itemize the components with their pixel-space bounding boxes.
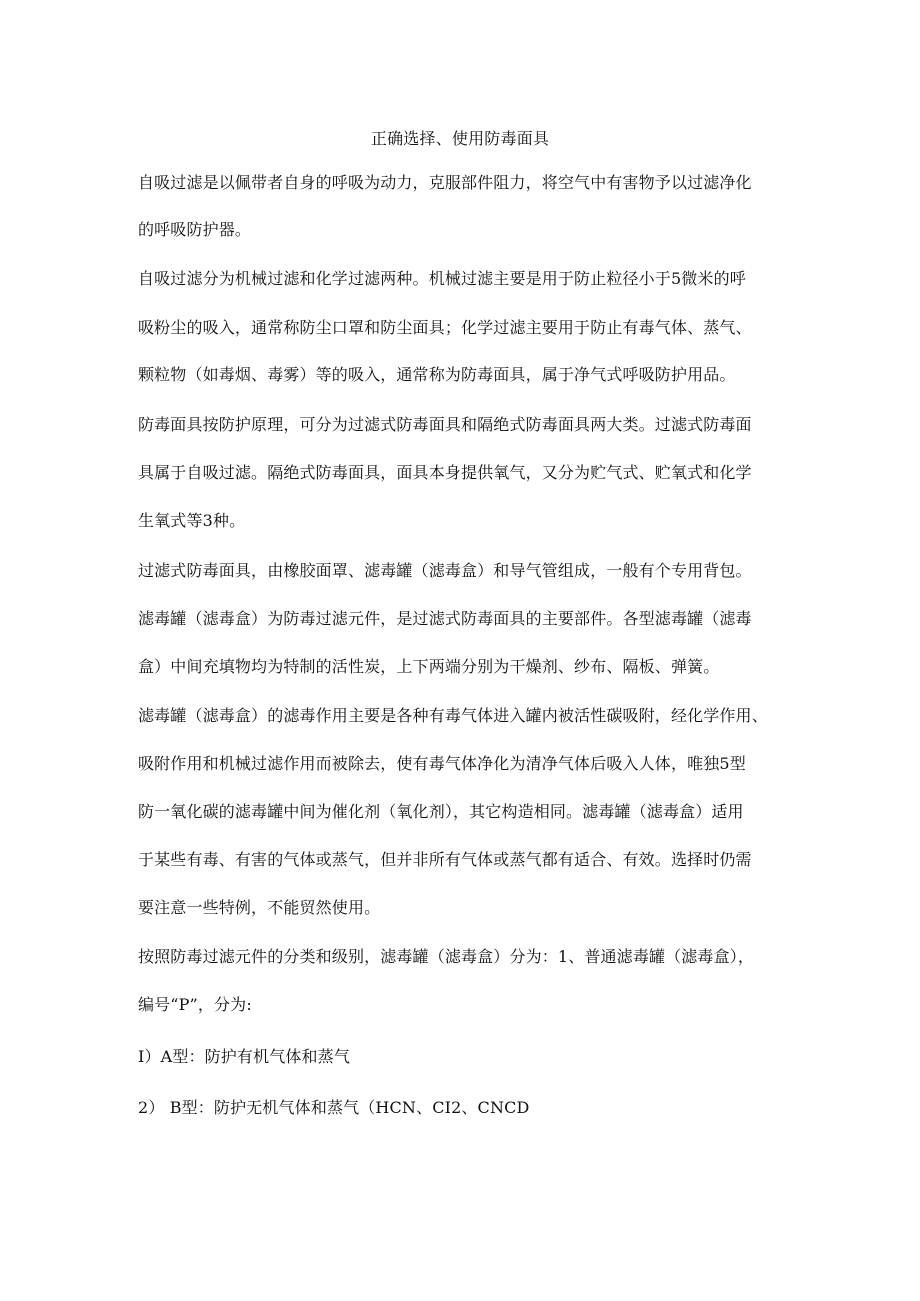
body-line: 颗粒物（如毒烟、毒雾）等的吸入，通常称为防毒面具，属于净气式呼吸防护用品。 [138,365,736,384]
body-line: 具属于自吸过滤。隔绝式防毒面具，面具本身提供氧气，又分为贮气式、贮氧式和化学 [138,463,752,482]
body-line: 自吸过滤分为机械过滤和化学过滤两种。机械过滤主要是用于防止粒径小于5微米的呼 [138,269,746,288]
body-line: 滤毒罐（滤毒盒）为防毒过滤元件，是过滤式防毒面具的主要部件。各型滤毒罐（滤毒 [138,609,752,628]
body-line: 吸附作用和机械过滤作用而被除去，使有毒气体净化为清净气体后吸入人体，唯独5型 [138,754,746,773]
body-line: 防毒面具按防护原理，可分为过滤式防毒面具和隔绝式防毒面具两大类。过滤式防毒面 [138,415,752,434]
body-line: 于某些有毒、有害的气体或蒸气，但并非所有气体或蒸气都有适合、有效。选择时仍需 [138,850,752,869]
document-title: 正确选择、使用防毒面具 [370,129,550,148]
body-line: 吸粉尘的吸入，通常称防尘口罩和防尘面具；化学过滤主要用于防止有毒气体、蒸气、 [138,318,752,337]
list-item: I）A型：防护有机气体和蒸气 [138,1047,350,1066]
body-line: 按照防毒过滤元件的分类和级别，滤毒罐（滤毒盒）分为：1、普通滤毒罐（滤毒盒）， [138,947,755,966]
body-line: 生氧式等3种。 [138,511,246,530]
body-line: 的呼吸防护器。 [138,220,252,239]
body-line: 过滤式防毒面具，由橡胶面罩、滤毒罐（滤毒盒）和导气管组成，一般有个专用背包。 [138,561,752,580]
body-line: 自吸过滤是以佩带者自身的呼吸为动力，克服部件阻力，将空气中有害物予以过滤净化 [138,173,752,192]
body-line: 编号“P”，分为: [138,995,252,1014]
body-line: 防一氧化碳的滤毒罐中间为催化剂（氧化剂），其它构造相同。滤毒罐（滤毒盒）适用 [138,802,744,821]
body-line: 滤毒罐（滤毒盒）的滤毒作用主要是各种有毒气体进入罐内被活性碳吸附，经化学作用、 [138,706,768,725]
body-line: 盒）中间充填物均为特制的活性炭，上下两端分别为干燥剂、纱布、隔板、弹簧。 [138,657,720,676]
list-item: 2） B型：防护无机气体和蒸气（HCN、CI2、CNCD [138,1098,530,1117]
body-line: 要注意一些特例，不能贸然使用。 [138,898,381,917]
